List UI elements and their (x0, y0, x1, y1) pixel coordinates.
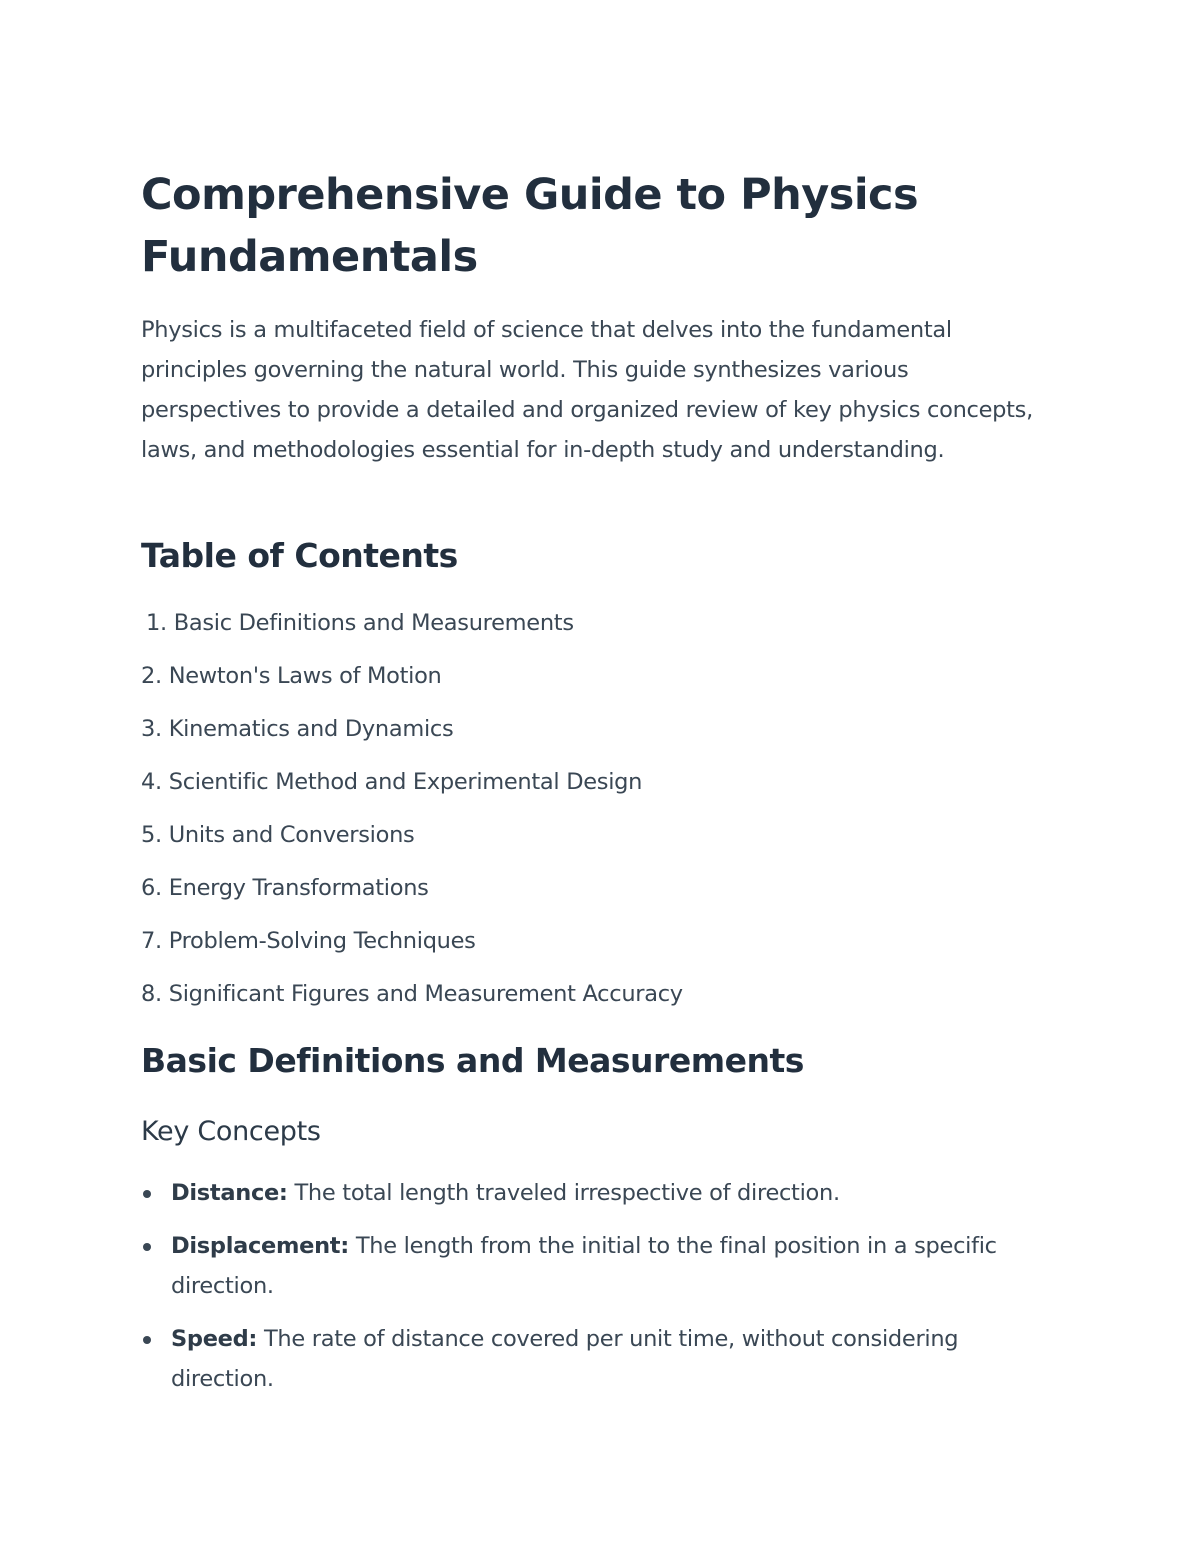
document-title-block (141, 164, 1061, 288)
toc-heading-block (141, 534, 1061, 578)
key-concepts-list (141, 1173, 1051, 1399)
definition: The length from the initial to the final position in a specific direction. (171, 1233, 997, 1299)
key-concepts-block (141, 1173, 1051, 1412)
bullet-icon (143, 1243, 151, 1251)
intro-block (141, 310, 1051, 470)
bullet-icon (143, 1336, 151, 1344)
section-heading-block (141, 1039, 1061, 1083)
subheading-block (141, 1112, 1061, 1152)
term: Displacement: (171, 1233, 349, 1259)
document-title: Comprehensive Guide to Physics Fundamentals (141, 170, 919, 282)
list-item (141, 1319, 1051, 1399)
toc-item[interactable]: 7. Problem-Solving Techniques (141, 928, 476, 954)
toc-item[interactable]: 8. Significant Figures and Measurement Accuracy (141, 981, 683, 1007)
toc-heading: Table of Contents (141, 536, 458, 575)
toc-item[interactable]: 2. Newton's Laws of Motion (141, 663, 442, 689)
key-concepts-subheading: Key Concepts (141, 1116, 321, 1147)
toc-item[interactable]: 6. Energy Transformations (141, 875, 429, 901)
intro-paragraph: Physics is a multifaceted field of science that delves into the fundamental principles governing the natural world. This guide synthesizes various perspectives to provide a detailed and organized review of key physics concepts, laws, and methodologies essential for in-depth study and understanding. (141, 317, 1033, 463)
list-item (141, 1173, 1051, 1213)
bullet-icon (143, 1190, 151, 1198)
toc-item[interactable]: 1. Basic Definitions and Measurements (146, 610, 574, 636)
section-heading: Basic Definitions and Measurements (141, 1041, 804, 1080)
definition: The total length traveled irrespective of direction. (287, 1180, 840, 1206)
toc-list (141, 597, 1061, 1021)
toc-list-block (141, 597, 1061, 1021)
list-item (141, 1226, 1051, 1306)
term: Speed: (171, 1326, 258, 1352)
definition: The rate of distance covered per unit time, without considering direction. (171, 1326, 959, 1392)
term: Distance: (171, 1180, 288, 1206)
toc-item[interactable]: 5. Units and Conversions (141, 822, 415, 848)
toc-item[interactable]: 4. Scientific Method and Experimental Design (141, 769, 643, 795)
toc-item[interactable]: 3. Kinematics and Dynamics (141, 716, 454, 742)
